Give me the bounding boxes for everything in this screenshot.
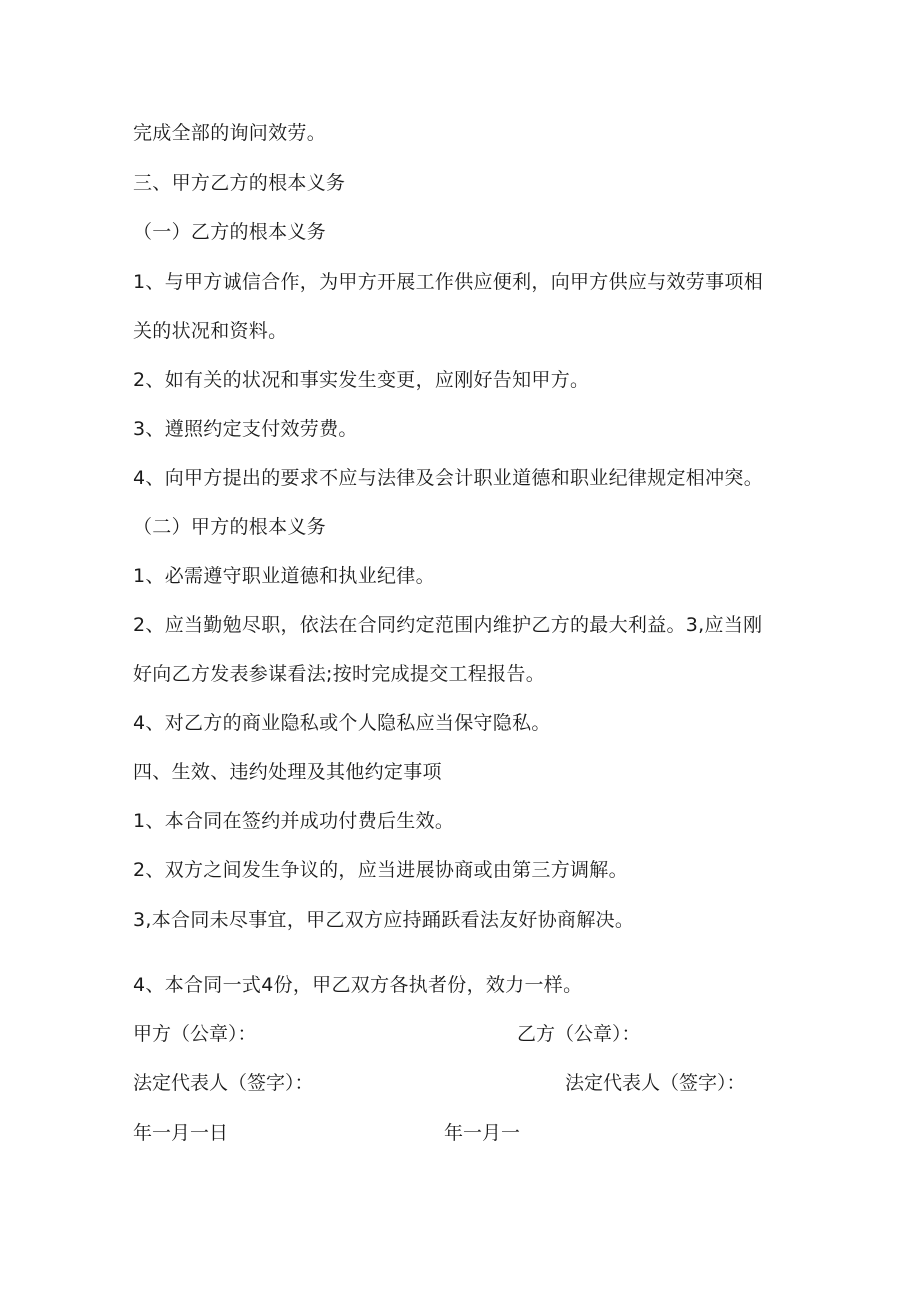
- paragraph-a-duty-1: 1、必需遵守职业道德和执业纪律。: [133, 565, 435, 587]
- party-a-representative-label: 法定代表人（签字）：: [133, 1072, 314, 1094]
- party-b-representative-label: 法定代表人（签字）：: [565, 1072, 746, 1094]
- paragraph-term-1: 1、本合同在签约并成功付费后生效。: [133, 810, 455, 832]
- paragraph-0: 完成全部的询问效劳。: [133, 122, 327, 144]
- paragraph-a-duty-2-line-1: 2、应当勤勉尽职，依法在合同约定范围内维护乙方的最大利益。3,应当刚: [133, 614, 763, 636]
- paragraph-b-duty-1-line-1: 1、与甲方诚信合作，为甲方开展工作供应便利，向甲方供应与效劳事项相: [133, 271, 763, 293]
- party-b-date-label: 年一月一: [444, 1122, 521, 1144]
- party-a-date-label: 年一月一日: [133, 1122, 229, 1144]
- paragraph-b-duty-2: 2、如有关的状况和事实发生变更，应刚好告知甲方。: [133, 369, 590, 391]
- subsection-heading-a-duties: （二）甲方的根本义务: [133, 516, 327, 538]
- paragraph-b-duty-1-line-2: 关的状况和资料。: [133, 320, 288, 342]
- section-heading-3: 三、甲方乙方的根本义务: [133, 172, 346, 194]
- paragraph-a-duty-4: 4、对乙方的商业隐私或个人隐私应当保守隐私。: [133, 712, 551, 734]
- paragraph-term-4: 4、本合同一式4份，甲乙双方各执者份，效力一样。: [133, 974, 583, 996]
- paragraph-b-duty-4: 4、向甲方提出的要求不应与法律及会计职业道德和职业纪律规定相冲突。: [133, 467, 763, 489]
- party-b-seal-label: 乙方（公章）：: [517, 1023, 641, 1045]
- paragraph-b-duty-3: 3、遵照约定支付效劳费。: [133, 418, 358, 440]
- party-a-seal-label: 甲方（公章）：: [133, 1023, 257, 1045]
- paragraph-a-duty-2-line-2: 好向乙方发表参谋看法;按时完成提交工程报告。: [133, 663, 546, 685]
- subsection-heading-b-duties: （一）乙方的根本义务: [133, 221, 327, 243]
- paragraph-term-3: 3,本合同未尽事宜，甲乙双方应持踊跃看法友好协商解决。: [133, 909, 635, 931]
- paragraph-term-2: 2、双方之间发生争议的，应当进展协商或由第三方调解。: [133, 859, 628, 881]
- section-heading-4: 四、生效、违约处理及其他约定事项: [133, 761, 442, 783]
